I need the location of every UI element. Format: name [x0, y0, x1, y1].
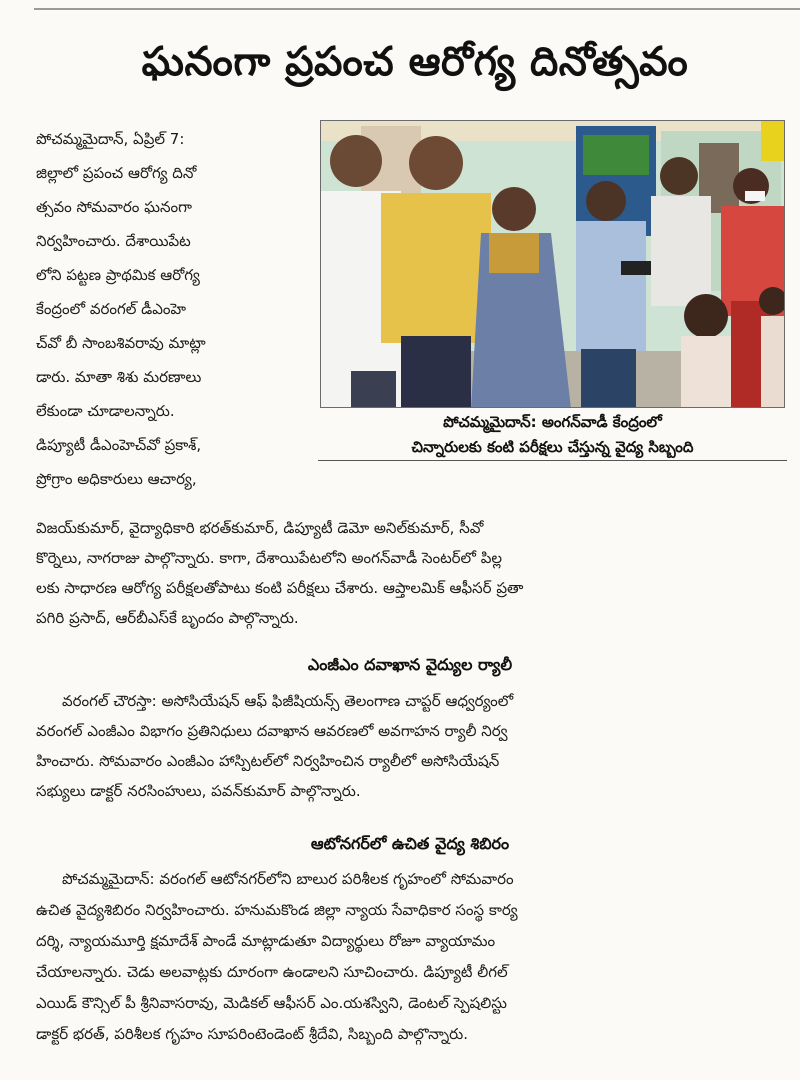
article3-line: డాక్టర్ భరత్, పరిశీలక గృహం సూపరింటెండెంట్ శ్రీదేవి, సిబ్బంది పాల్గొన్నారు. [36, 1025, 469, 1043]
article1-col-line: లేకుండా చూడాలన్నారు. [36, 402, 175, 420]
photo-caption [318, 410, 787, 461]
article1-col-line: డారు. మాతా శిశు మరణాలు [36, 368, 202, 386]
article1-col-line: ప్రోగ్రాం అధికారులు ఆచార్య, [36, 470, 197, 488]
article2-text [36, 686, 784, 806]
article3-line: చేయాలన్నారు. చెడు అలవాట్లకు దూరంగా ఉండాలని సూచించారు. డిప్యూటీ లీగల్ [36, 963, 508, 981]
article1-full-text [36, 513, 784, 633]
article3-line: పోచమ్మమైదాన్: వరంగల్ ఆటోనగర్‌లోని బాలుర పరిశీలక గృహంలో సోమవారం [62, 870, 514, 888]
article2-line: సభ్యులు డాక్టర్ నరసింహులు, పవన్‌కుమార్ పాల్గొన్నారు. [36, 782, 361, 800]
top-rule [34, 8, 800, 10]
article2-line: వరంగల్ ఎంజీఎం విభాగం ప్రతినిధులు దవాఖాన ఆవరణలో అవగాహన ర్యాలీ నిర్వ [36, 722, 508, 740]
article1-col-line: త్సవం సోమవారం ఘనంగా [36, 198, 192, 216]
article1-line: లకు సాధారణ ఆరోగ్య పరీక్షలతోపాటు కంటి పరీక్షలు చేశారు. ఆప్తాలమిక్ ఆఫీసర్ ప్రతా [36, 579, 524, 597]
article3-line: ఉచిత వైద్యశిబిరం నిర్వహించారు. హనుమకొండ జిల్లా న్యాయ సేవాధికార సంస్థ కార్య [36, 901, 518, 919]
article1-col-line: నిర్వహించారు. దేశాయిపేట [36, 232, 191, 250]
photo-caption-line: చిన్నారులకు కంటి పరీక్షలు చేస్తున్న వైద్య సిబ్బంది [411, 438, 694, 456]
article3-heading: ఆటోనగర్‌లో ఉచిత వైద్య శిబిరం [310, 834, 510, 853]
article3-line: ఎయిడ్ కౌన్సిల్ పీ శ్రీనివాసరావు, మెడికల్ ఆఫీసర్ ఎం.యశస్విని, డెంటల్ స్పెషలిస్టు [36, 994, 507, 1012]
headline: ఘనంగా ప్రపంచ ఆరోగ్య దినోత్సవం [141, 39, 689, 85]
article1-col-line: లోని పట్టణ ప్రాథమిక ఆరోగ్య [36, 266, 200, 284]
article1-line: విజయ్‌కుమార్, వైద్యాధికారి భరత్‌కుమార్, డిప్యూటీ డెమో అనిల్‌కుమార్, సీవో [36, 519, 484, 537]
article1-col-line: కేంద్రంలో వరంగల్ డీఎంహె [36, 300, 187, 318]
article2-heading: ఎంజీఎం దవాఖాన వైద్యుల ర్యాలీ [307, 655, 513, 674]
article1-col-line: జిల్లాలో ప్రపంచ ఆరోగ్య దినో [36, 164, 197, 182]
news-photo [320, 120, 785, 408]
article3-text [36, 864, 784, 1050]
article1-col-line: పోచమ్మమైదాన్, ఏప్రిల్ 7: [36, 130, 185, 148]
article2-line: హించారు. సోమవారం ఎంజీఎం హాస్పిటల్‌లో నిర్వహించిన ర్యాలీలో అసోసియేషన్ [36, 752, 500, 770]
article2-line: వరంగల్ చౌరస్తా: అసోసియేషన్ ఆఫ్ ఫిజీషియన్స్ తెలంగాణ చాప్టర్ ఆధ్వర్యంలో [62, 692, 514, 710]
article1-col-line: డిప్యూటీ డీఎంహెచ్‌వో ప్రకాశ్, [36, 436, 202, 454]
article1-col-line: చ్‌వో బీ సాంబశివరావు మాట్లా [36, 334, 206, 352]
photo-caption-line: పోచమ్మమైదాన్: అంగన్‌వాడీ కేంద్రంలో [443, 413, 662, 431]
article1-line: పగిరి ప్రసాద్, ఆర్‌బీఎస్‌కే బృందం పాల్గొన్నారు. [36, 609, 299, 627]
news-photo-illustration [321, 121, 785, 408]
article1-column-text [36, 122, 312, 496]
article1-line: కొర్నెలు, నాగరాజు పాల్గొన్నారు. కాగా, దేశాయిపేటలోని అంగన్‌వాడీ సెంటర్‌లో పిల్ల [36, 549, 503, 567]
article3-line: దర్శి, న్యాయమూర్తి క్షమాదేశ్ పాండే మాట్లాడుతూ విద్యార్థులు రోజూ వ్యాయామం [36, 932, 496, 950]
